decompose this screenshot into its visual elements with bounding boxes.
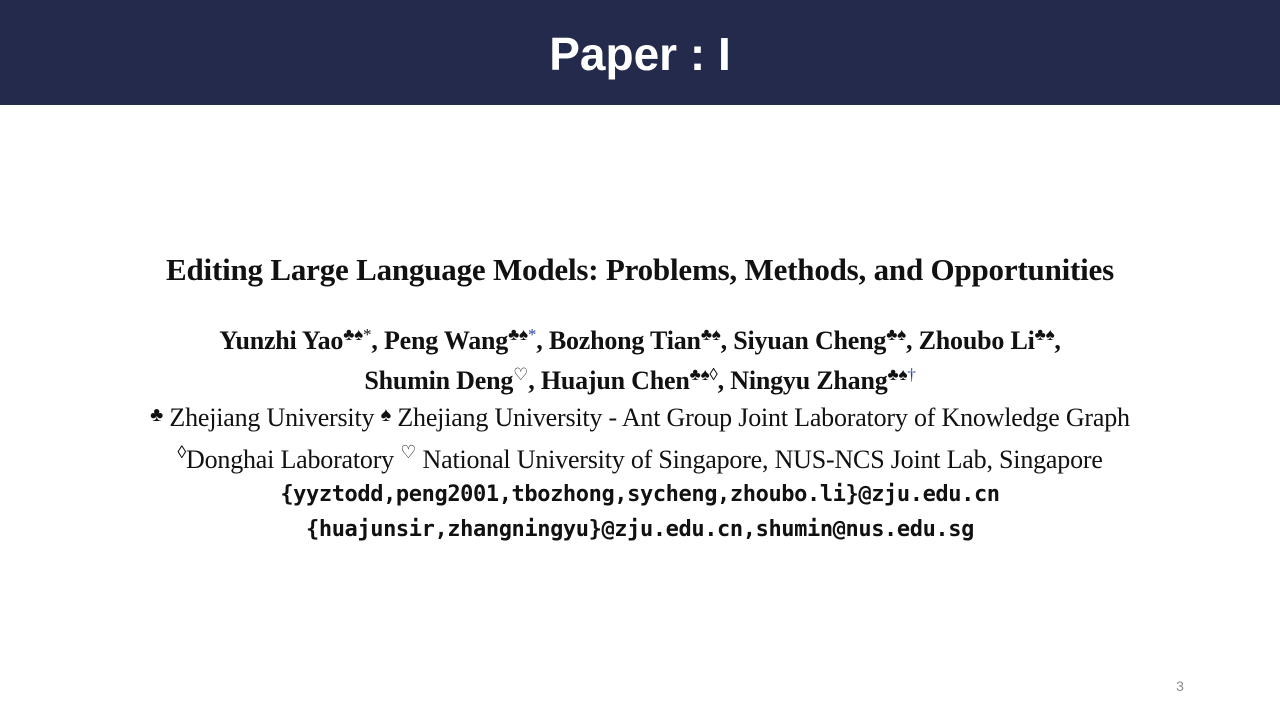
author-name: Bozhong Tian: [548, 326, 701, 355]
affiliation-donghai: Donghai Laboratory: [186, 445, 394, 474]
affiliation-line-2: [0, 435, 1280, 477]
paper-header: [0, 248, 1280, 547]
email-line-1: {yyztodd,peng2001,tbozhong,sycheng,zhoubo.li}@zju.edu.cn: [280, 482, 1000, 507]
author-separator: ,: [536, 326, 543, 355]
author-separator: ,: [1054, 326, 1061, 355]
header-bar: [0, 0, 1280, 105]
paper-title: Editing Large Language Models: Problems, Methods, and Opportunities: [166, 252, 1114, 287]
affiliation-zju-ant: Zhejiang University - Ant Group Joint Laboratory of Knowledge Graph: [397, 403, 1130, 432]
author-name: Shumin Deng: [364, 366, 514, 395]
author-name: Siyuan Cheng: [733, 326, 887, 355]
affiliation-line-1: [0, 398, 1280, 435]
equal-contribution-mark: *: [363, 325, 372, 344]
author-line-2: [0, 358, 1280, 398]
author-name: Zhoubo Li: [918, 326, 1035, 355]
slide-title: Paper : I: [549, 27, 731, 80]
author-separator: ,: [906, 326, 913, 355]
email-line-2: {huajunsir,zhangningyu}@zju.edu.cn,shumin@nus.edu.sg: [306, 517, 974, 542]
affiliation-marks: ♣♠: [886, 325, 906, 344]
author-separator: ,: [371, 326, 378, 355]
author-name: Peng Wang: [383, 326, 509, 355]
club-icon: ♣: [150, 404, 164, 426]
corresponding-author-mark: †: [907, 365, 916, 384]
author-separator: ,: [720, 326, 727, 355]
slide-number: 3: [1176, 678, 1184, 694]
spade-icon: ♠: [380, 404, 392, 426]
affiliation-marks: ♣♠◊: [689, 365, 718, 384]
affiliation-marks: ♣♠: [700, 325, 721, 344]
equal-contribution-mark: *: [527, 325, 537, 344]
affiliation-marks: ♣♠: [343, 325, 364, 344]
author-line-1: [0, 318, 1280, 358]
affiliation-nus: National University of Singapore, NUS-NCS Joint Lab, Singapore: [422, 445, 1103, 474]
author-separator: ,: [717, 366, 724, 395]
affiliation-marks: ♡: [513, 365, 529, 384]
author-name: Huajun Chen: [540, 366, 690, 395]
author-separator: ,: [528, 366, 535, 395]
author-name: Yunzhi Yao: [219, 326, 344, 355]
author-name: Ningyu Zhang: [730, 366, 888, 395]
affiliation-marks: ♣♠: [508, 325, 528, 344]
heart-icon: ♡: [400, 442, 417, 462]
affiliation-marks: ♣♠: [887, 365, 908, 384]
diamond-icon: ◊: [177, 442, 187, 462]
affiliation-zju: Zhejiang University: [169, 403, 375, 432]
affiliation-marks: ♣♠: [1034, 325, 1055, 344]
author-list: [0, 318, 1280, 547]
